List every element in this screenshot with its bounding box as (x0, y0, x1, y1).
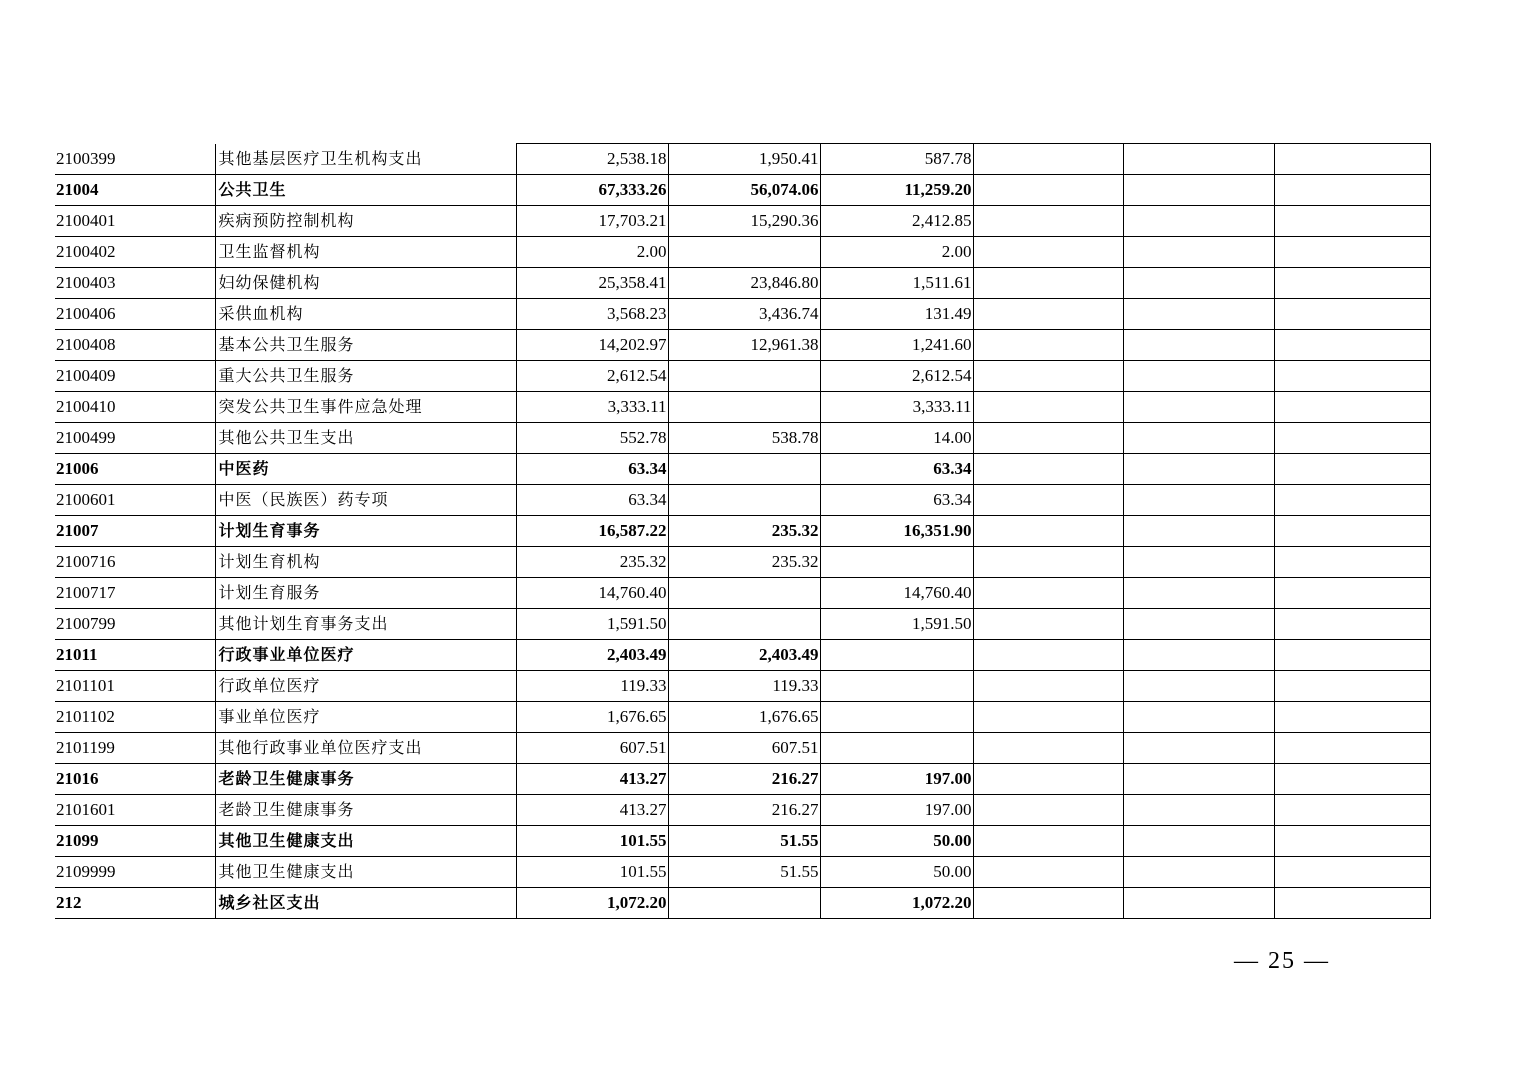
subject-name-cell: 老龄卫生健康事务 (215, 764, 516, 795)
total-amount-cell: 101.55 (516, 826, 668, 857)
table-body (55, 144, 1430, 919)
table-row (55, 144, 1430, 175)
table-row (55, 299, 1430, 330)
project-expenditure-cell: 587.78 (820, 144, 973, 175)
table-row (55, 423, 1430, 454)
table-row (55, 361, 1430, 392)
subject-code-cell: 2100406 (55, 299, 215, 330)
empty-cell (1123, 826, 1274, 857)
total-amount-cell: 67,333.26 (516, 175, 668, 206)
empty-cell (1274, 733, 1430, 764)
empty-cell (973, 733, 1123, 764)
empty-cell (1274, 609, 1430, 640)
table-row (55, 888, 1430, 919)
empty-cell (973, 795, 1123, 826)
empty-cell (973, 392, 1123, 423)
empty-cell (1123, 764, 1274, 795)
total-amount-cell: 3,333.11 (516, 392, 668, 423)
total-amount-cell: 14,760.40 (516, 578, 668, 609)
empty-cell (1274, 516, 1430, 547)
subject-name-cell: 突发公共卫生事件应急处理 (215, 392, 516, 423)
basic-expenditure-cell (668, 609, 820, 640)
subject-code-cell: 2100403 (55, 268, 215, 299)
project-expenditure-cell: 14.00 (820, 423, 973, 454)
subject-name-cell: 其他基层医疗卫生机构支出 (215, 144, 516, 175)
subject-code-cell: 2100401 (55, 206, 215, 237)
basic-expenditure-cell (668, 578, 820, 609)
table-row (55, 485, 1430, 516)
subject-name-cell: 重大公共卫生服务 (215, 361, 516, 392)
empty-cell (1274, 826, 1430, 857)
empty-cell (973, 330, 1123, 361)
table-row (55, 733, 1430, 764)
project-expenditure-cell: 1,511.61 (820, 268, 973, 299)
empty-cell (1274, 175, 1430, 206)
subject-name-cell: 计划生育机构 (215, 547, 516, 578)
basic-expenditure-cell: 216.27 (668, 764, 820, 795)
subject-name-cell: 行政事业单位医疗 (215, 640, 516, 671)
empty-cell (973, 175, 1123, 206)
project-expenditure-cell: 197.00 (820, 795, 973, 826)
basic-expenditure-cell: 1,676.65 (668, 702, 820, 733)
subject-code-cell: 21099 (55, 826, 215, 857)
empty-cell (1274, 671, 1430, 702)
table-row (55, 671, 1430, 702)
subject-name-cell: 城乡社区支出 (215, 888, 516, 919)
subject-code-cell: 2100409 (55, 361, 215, 392)
table-row (55, 702, 1430, 733)
empty-cell (1123, 485, 1274, 516)
empty-cell (1274, 702, 1430, 733)
basic-expenditure-cell (668, 454, 820, 485)
empty-cell (973, 237, 1123, 268)
table-row (55, 175, 1430, 206)
subject-name-cell: 其他公共卫生支出 (215, 423, 516, 454)
project-expenditure-cell: 2,612.54 (820, 361, 973, 392)
table-row (55, 764, 1430, 795)
empty-cell (1123, 206, 1274, 237)
basic-expenditure-cell: 51.55 (668, 826, 820, 857)
budget-table (55, 143, 1431, 919)
subject-name-cell: 采供血机构 (215, 299, 516, 330)
empty-cell (1274, 857, 1430, 888)
total-amount-cell: 1,676.65 (516, 702, 668, 733)
subject-code-cell: 21004 (55, 175, 215, 206)
subject-code-cell: 2100410 (55, 392, 215, 423)
subject-code-cell: 21016 (55, 764, 215, 795)
subject-name-cell: 其他卫生健康支出 (215, 826, 516, 857)
table-row (55, 206, 1430, 237)
subject-code-cell: 2100408 (55, 330, 215, 361)
subject-code-cell: 21007 (55, 516, 215, 547)
subject-name-cell: 计划生育事务 (215, 516, 516, 547)
empty-cell (1274, 547, 1430, 578)
empty-cell (973, 454, 1123, 485)
empty-cell (973, 547, 1123, 578)
empty-cell (1123, 299, 1274, 330)
subject-name-cell: 其他行政事业单位医疗支出 (215, 733, 516, 764)
total-amount-cell: 1,591.50 (516, 609, 668, 640)
project-expenditure-cell (820, 671, 973, 702)
empty-cell (1274, 795, 1430, 826)
empty-cell (973, 485, 1123, 516)
empty-cell (1274, 485, 1430, 516)
total-amount-cell: 552.78 (516, 423, 668, 454)
empty-cell (973, 640, 1123, 671)
table-row (55, 330, 1430, 361)
basic-expenditure-cell: 235.32 (668, 547, 820, 578)
empty-cell (1123, 361, 1274, 392)
project-expenditure-cell (820, 547, 973, 578)
table-row (55, 578, 1430, 609)
empty-cell (973, 826, 1123, 857)
project-expenditure-cell: 50.00 (820, 826, 973, 857)
empty-cell (1123, 144, 1274, 175)
empty-cell (973, 857, 1123, 888)
empty-cell (1274, 268, 1430, 299)
empty-cell (1274, 764, 1430, 795)
project-expenditure-cell: 63.34 (820, 485, 973, 516)
empty-cell (973, 516, 1123, 547)
empty-cell (1123, 640, 1274, 671)
subject-code-cell: 2100717 (55, 578, 215, 609)
total-amount-cell: 413.27 (516, 764, 668, 795)
subject-name-cell: 事业单位医疗 (215, 702, 516, 733)
project-expenditure-cell: 1,591.50 (820, 609, 973, 640)
subject-name-cell: 公共卫生 (215, 175, 516, 206)
total-amount-cell: 2,403.49 (516, 640, 668, 671)
basic-expenditure-cell: 12,961.38 (668, 330, 820, 361)
subject-code-cell: 2100402 (55, 237, 215, 268)
subject-name-cell: 行政单位医疗 (215, 671, 516, 702)
empty-cell (973, 423, 1123, 454)
empty-cell (973, 206, 1123, 237)
empty-cell (973, 578, 1123, 609)
subject-name-cell: 老龄卫生健康事务 (215, 795, 516, 826)
empty-cell (1123, 578, 1274, 609)
basic-expenditure-cell: 56,074.06 (668, 175, 820, 206)
project-expenditure-cell: 16,351.90 (820, 516, 973, 547)
table-row (55, 268, 1430, 299)
subject-code-cell: 2100799 (55, 609, 215, 640)
empty-cell (1274, 640, 1430, 671)
empty-cell (1123, 175, 1274, 206)
basic-expenditure-cell: 538.78 (668, 423, 820, 454)
basic-expenditure-cell: 1,950.41 (668, 144, 820, 175)
basic-expenditure-cell (668, 237, 820, 268)
total-amount-cell: 14,202.97 (516, 330, 668, 361)
empty-cell (1123, 609, 1274, 640)
project-expenditure-cell: 131.49 (820, 299, 973, 330)
basic-expenditure-cell: 23,846.80 (668, 268, 820, 299)
basic-expenditure-cell: 607.51 (668, 733, 820, 764)
basic-expenditure-cell: 2,403.49 (668, 640, 820, 671)
total-amount-cell: 2,612.54 (516, 361, 668, 392)
project-expenditure-cell: 1,072.20 (820, 888, 973, 919)
project-expenditure-cell (820, 702, 973, 733)
subject-code-cell: 2101101 (55, 671, 215, 702)
empty-cell (1274, 392, 1430, 423)
empty-cell (1274, 361, 1430, 392)
empty-cell (1123, 888, 1274, 919)
empty-cell (973, 609, 1123, 640)
empty-cell (973, 888, 1123, 919)
subject-name-cell: 疾病预防控制机构 (215, 206, 516, 237)
basic-expenditure-cell: 3,436.74 (668, 299, 820, 330)
total-amount-cell: 17,703.21 (516, 206, 668, 237)
empty-cell (1274, 299, 1430, 330)
project-expenditure-cell: 2.00 (820, 237, 973, 268)
total-amount-cell: 607.51 (516, 733, 668, 764)
basic-expenditure-cell: 119.33 (668, 671, 820, 702)
subject-name-cell: 中医（民族医）药专项 (215, 485, 516, 516)
empty-cell (1274, 423, 1430, 454)
subject-code-cell: 2100716 (55, 547, 215, 578)
basic-expenditure-cell (668, 485, 820, 516)
empty-cell (973, 144, 1123, 175)
basic-expenditure-cell (668, 888, 820, 919)
subject-code-cell: 2100499 (55, 423, 215, 454)
basic-expenditure-cell: 51.55 (668, 857, 820, 888)
empty-cell (1123, 671, 1274, 702)
total-amount-cell: 413.27 (516, 795, 668, 826)
table-row (55, 826, 1430, 857)
empty-cell (1123, 547, 1274, 578)
total-amount-cell: 3,568.23 (516, 299, 668, 330)
empty-cell (1123, 454, 1274, 485)
total-amount-cell: 16,587.22 (516, 516, 668, 547)
basic-expenditure-cell (668, 392, 820, 423)
project-expenditure-cell: 14,760.40 (820, 578, 973, 609)
project-expenditure-cell: 1,241.60 (820, 330, 973, 361)
subject-code-cell: 21006 (55, 454, 215, 485)
empty-cell (973, 268, 1123, 299)
subject-code-cell: 2100399 (55, 144, 215, 175)
empty-cell (1123, 268, 1274, 299)
empty-cell (1274, 578, 1430, 609)
table-row (55, 454, 1430, 485)
empty-cell (1274, 888, 1430, 919)
total-amount-cell: 63.34 (516, 454, 668, 485)
project-expenditure-cell (820, 640, 973, 671)
total-amount-cell: 2.00 (516, 237, 668, 268)
subject-code-cell: 2109999 (55, 857, 215, 888)
empty-cell (973, 299, 1123, 330)
empty-cell (1123, 733, 1274, 764)
total-amount-cell: 63.34 (516, 485, 668, 516)
basic-expenditure-cell: 235.32 (668, 516, 820, 547)
total-amount-cell: 1,072.20 (516, 888, 668, 919)
empty-cell (1274, 206, 1430, 237)
basic-expenditure-cell: 216.27 (668, 795, 820, 826)
empty-cell (1123, 392, 1274, 423)
empty-cell (1274, 330, 1430, 361)
subject-code-cell: 2101199 (55, 733, 215, 764)
empty-cell (1123, 330, 1274, 361)
subject-name-cell: 基本公共卫生服务 (215, 330, 516, 361)
table-row (55, 795, 1430, 826)
table-row (55, 640, 1430, 671)
subject-name-cell: 卫生监督机构 (215, 237, 516, 268)
empty-cell (1123, 237, 1274, 268)
total-amount-cell: 101.55 (516, 857, 668, 888)
subject-code-cell: 212 (55, 888, 215, 919)
project-expenditure-cell (820, 733, 973, 764)
empty-cell (1123, 857, 1274, 888)
subject-name-cell: 计划生育服务 (215, 578, 516, 609)
subject-code-cell: 2100601 (55, 485, 215, 516)
table-row (55, 609, 1430, 640)
table-row (55, 392, 1430, 423)
total-amount-cell: 235.32 (516, 547, 668, 578)
table-row (55, 857, 1430, 888)
subject-code-cell: 21011 (55, 640, 215, 671)
total-amount-cell: 25,358.41 (516, 268, 668, 299)
project-expenditure-cell: 63.34 (820, 454, 973, 485)
subject-code-cell: 2101102 (55, 702, 215, 733)
empty-cell (973, 702, 1123, 733)
empty-cell (1123, 423, 1274, 454)
empty-cell (973, 671, 1123, 702)
table-row (55, 237, 1430, 268)
table-row (55, 516, 1430, 547)
empty-cell (1123, 702, 1274, 733)
empty-cell (973, 764, 1123, 795)
empty-cell (1274, 144, 1430, 175)
project-expenditure-cell: 50.00 (820, 857, 973, 888)
project-expenditure-cell: 11,259.20 (820, 175, 973, 206)
empty-cell (1123, 795, 1274, 826)
empty-cell (1274, 454, 1430, 485)
empty-cell (1274, 237, 1430, 268)
project-expenditure-cell: 197.00 (820, 764, 973, 795)
page-number: — 25 — (1234, 948, 1330, 974)
project-expenditure-cell: 2,412.85 (820, 206, 973, 237)
project-expenditure-cell: 3,333.11 (820, 392, 973, 423)
basic-expenditure-cell: 15,290.36 (668, 206, 820, 237)
empty-cell (973, 361, 1123, 392)
table-row (55, 547, 1430, 578)
subject-name-cell: 中医药 (215, 454, 516, 485)
subject-name-cell: 其他卫生健康支出 (215, 857, 516, 888)
subject-code-cell: 2101601 (55, 795, 215, 826)
total-amount-cell: 2,538.18 (516, 144, 668, 175)
subject-name-cell: 妇幼保健机构 (215, 268, 516, 299)
total-amount-cell: 119.33 (516, 671, 668, 702)
subject-name-cell: 其他计划生育事务支出 (215, 609, 516, 640)
basic-expenditure-cell (668, 361, 820, 392)
empty-cell (1123, 516, 1274, 547)
